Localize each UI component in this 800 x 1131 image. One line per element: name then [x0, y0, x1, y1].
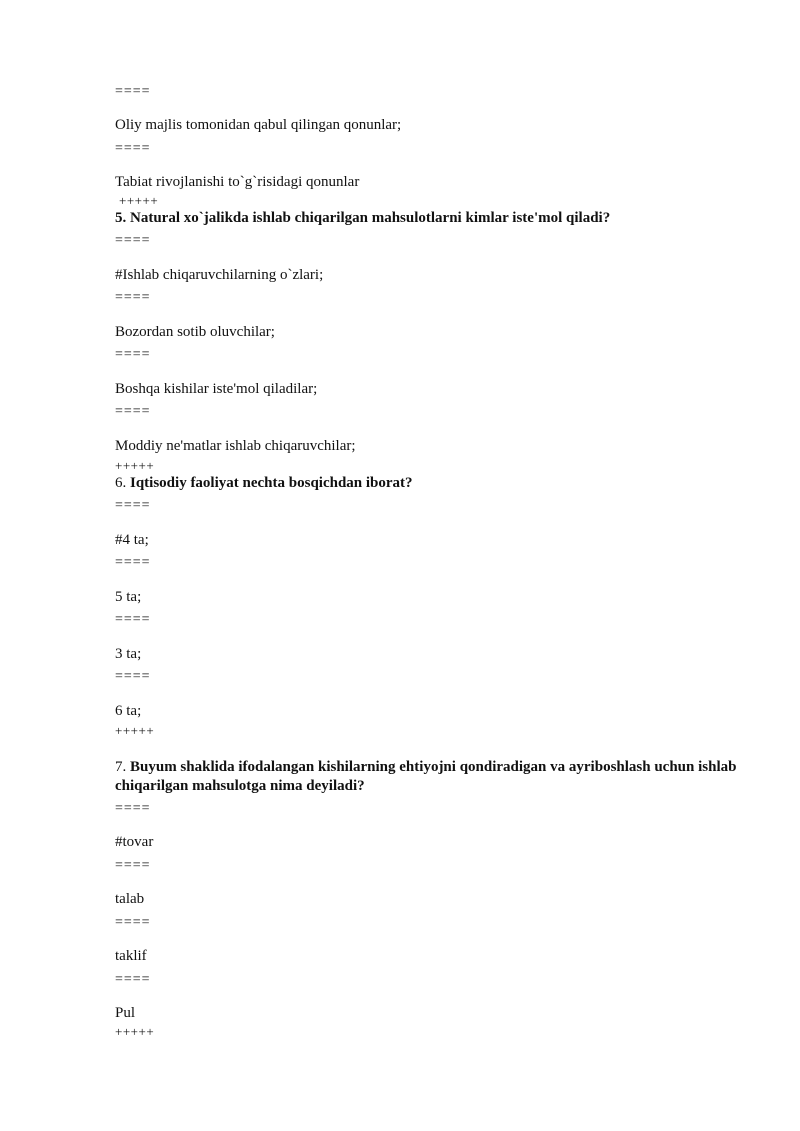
answer-option: 6 ta; — [115, 703, 142, 719]
separator: ==== — [115, 498, 151, 513]
question-end-marker: +++++ — [115, 458, 155, 473]
answer-option: Pul — [115, 1005, 136, 1021]
separator: ==== — [115, 404, 151, 419]
question-5: 5. Natural xo`jalikda ishlab chiqarilgan mahsulotlarni kimlar iste'mol qiladi? — [115, 210, 611, 226]
question-text: Buyum shaklida ifodalangan kishilarning ehtiyojni qondiradigan va ayriboshlash uchun ishlab chiqarilgan mahsulotga nima deyiladi? — [115, 759, 737, 794]
separator: ==== — [115, 290, 151, 305]
answer-option: #4 ta; — [115, 532, 149, 548]
question-number: 7. — [115, 759, 127, 775]
separator: ==== — [115, 801, 151, 816]
separator: ==== — [115, 84, 151, 99]
question-7 — [115, 758, 755, 796]
answer-option: Tabiat rivojlanishi to`g`risidagi qonunlar — [115, 174, 360, 190]
answer-option: talab — [115, 891, 145, 907]
separator: ==== — [115, 669, 151, 684]
answer-option: Moddiy ne'matlar ishlab chiqaruvchilar; — [115, 438, 356, 454]
answer-option: #Ishlab chiqaruvchilarning o`zlari; — [115, 267, 324, 283]
separator: ==== — [115, 233, 151, 248]
answer-option: Bozordan sotib oluvchilar; — [115, 324, 275, 340]
answer-option: 3 ta; — [115, 646, 142, 662]
separator: ==== — [115, 141, 151, 156]
separator: ==== — [115, 915, 151, 930]
question-number: 6. — [115, 475, 127, 491]
separator: ==== — [115, 555, 151, 570]
question-end-marker: +++++ — [115, 723, 155, 738]
answer-option: taklif — [115, 948, 147, 964]
question-end-marker: +++++ — [115, 1024, 155, 1039]
question-6 — [115, 474, 755, 493]
answer-option: 5 ta; — [115, 589, 142, 605]
question-text: Iqtisodiy faoliyat nechta bosqichdan iborat? — [130, 475, 413, 491]
separator: ==== — [115, 612, 151, 627]
separator: ==== — [115, 858, 151, 873]
question-end-marker: +++++ — [119, 193, 159, 208]
answer-option: #tovar — [115, 834, 154, 850]
separator: ==== — [115, 972, 151, 987]
answer-option: Boshqa kishilar iste'mol qiladilar; — [115, 381, 318, 397]
separator: ==== — [115, 347, 151, 362]
answer-option: Oliy majlis tomonidan qabul qilingan qonunlar; — [115, 117, 402, 133]
